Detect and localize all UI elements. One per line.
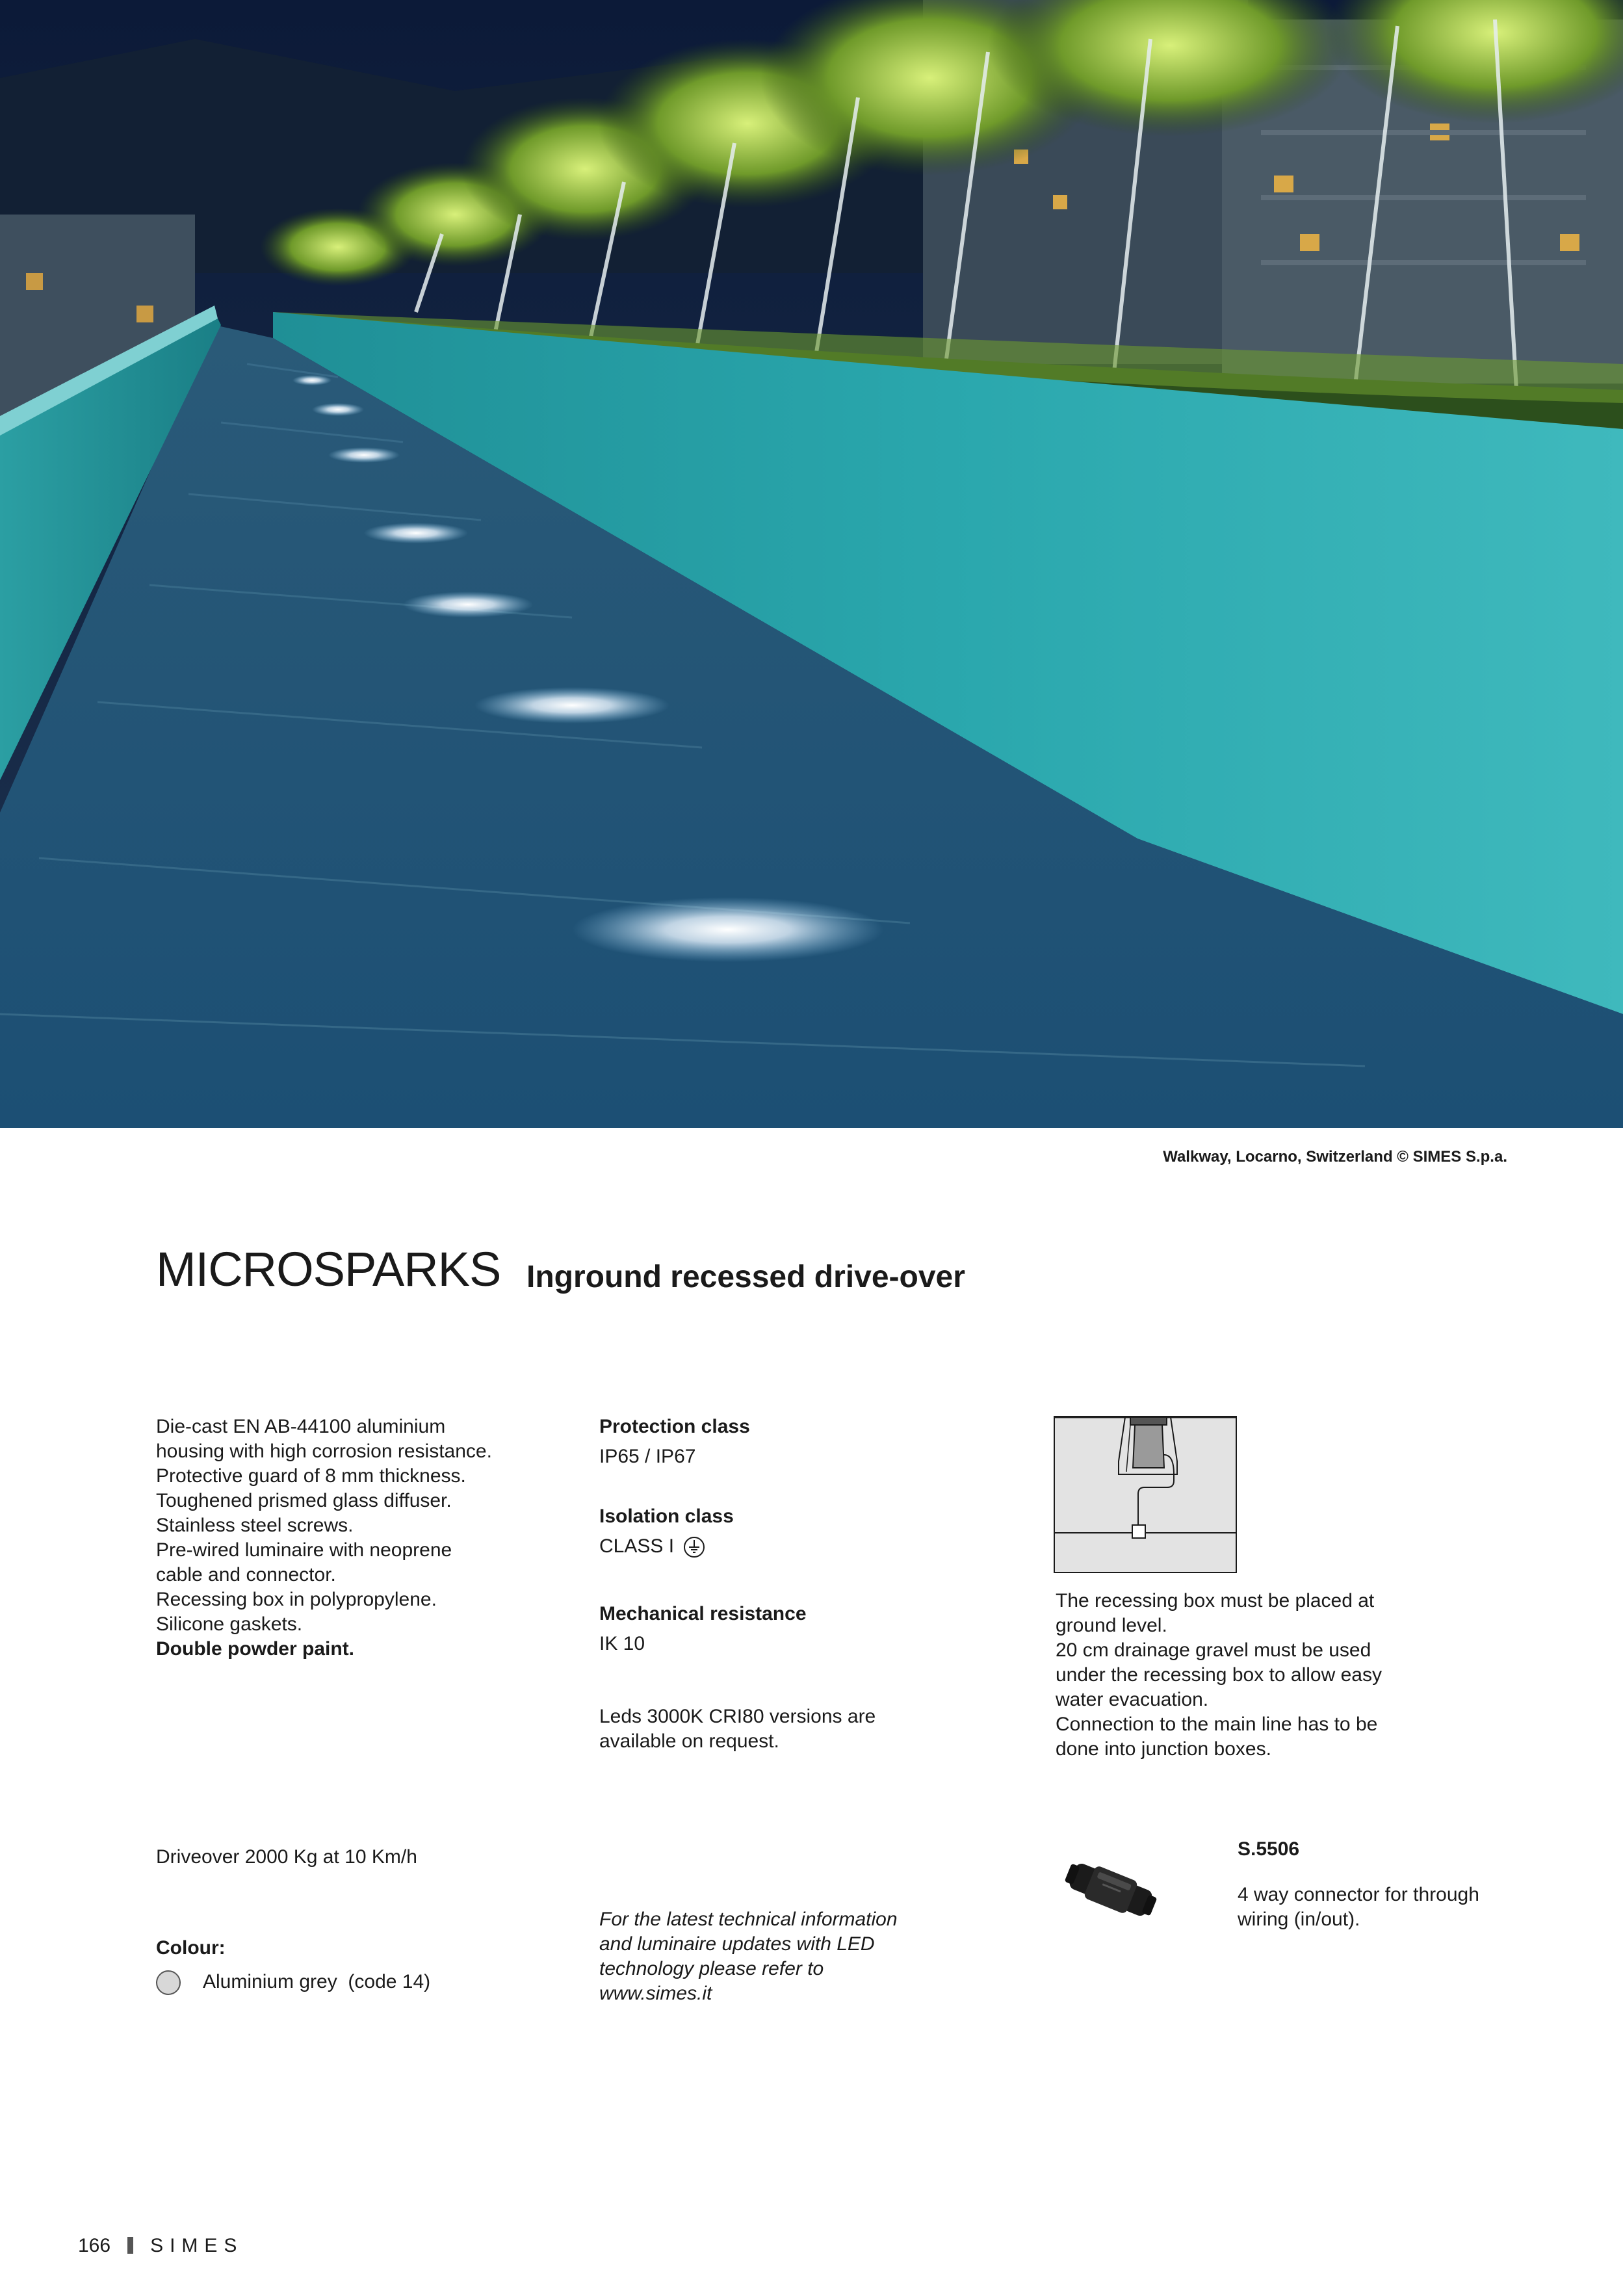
page-number: 166 — [78, 2235, 111, 2256]
accessory-code: S.5506 — [1238, 1838, 1300, 1860]
description-line: Silicone gaskets. — [156, 1613, 303, 1635]
installation-notes — [1056, 1589, 1382, 1762]
footer-separator — [127, 2237, 133, 2254]
installation-line: done into junction boxes. — [1056, 1738, 1271, 1760]
led-note-line: available on request. — [599, 1730, 779, 1752]
isolation-class-block — [599, 1504, 734, 1559]
description-line: housing with high corrosion resistance. — [156, 1441, 492, 1462]
accessory-line: wiring (in/out). — [1238, 1909, 1360, 1930]
mechanical-resistance-block — [599, 1602, 807, 1656]
description-bold-line: Double powder paint. — [156, 1638, 354, 1660]
info-note-line: www.simes.it — [599, 1983, 712, 2004]
installation-line: 20 cm drainage gravel must be used — [1056, 1639, 1371, 1661]
protection-class-value: IP65 / IP67 — [599, 1446, 696, 1467]
description-line: Recessing box in polypropylene. — [156, 1589, 437, 1610]
description-line: Toughened prismed glass diffuser. — [156, 1490, 452, 1511]
colour-block — [156, 1936, 430, 1995]
info-note-line: For the latest technical information — [599, 1909, 898, 1930]
connector-icon — [1062, 1854, 1160, 1925]
walkway-night-photo — [0, 0, 1623, 1128]
description-line: Stainless steel screws. — [156, 1515, 354, 1536]
colour-label: Colour: — [156, 1937, 226, 1959]
isolation-class-value: CLASS I — [599, 1535, 675, 1557]
installation-line: Connection to the main line has to be — [1056, 1714, 1378, 1735]
led-note-line: Leds 3000K CRI80 versions are — [599, 1706, 876, 1727]
protection-class-block — [599, 1415, 750, 1469]
installation-line: The recessing box must be placed at — [1056, 1590, 1375, 1611]
product-title: MICROSPARKS — [156, 1242, 501, 1296]
info-note-line: and luminaire updates with LED — [599, 1933, 875, 1955]
colour-code: (code 14) — [348, 1971, 431, 1992]
mechanical-resistance-value: IK 10 — [599, 1633, 645, 1654]
technical-info-note — [599, 1907, 898, 2006]
product-description — [156, 1415, 492, 1662]
accessory-description — [1238, 1883, 1479, 1932]
earth-ground-icon — [683, 1536, 705, 1558]
mechanical-resistance-label: Mechanical resistance — [599, 1603, 807, 1624]
page-footer — [78, 2235, 243, 2257]
description-line: Die-cast EN AB-44100 aluminium — [156, 1416, 446, 1437]
colour-swatch — [156, 1970, 181, 1995]
isolation-class-row — [599, 1534, 734, 1559]
info-note-line: technology please refer to — [599, 1958, 824, 1979]
colour-option — [156, 1970, 430, 1995]
connector-image — [1062, 1854, 1160, 1929]
colour-name: Aluminium grey — [203, 1971, 337, 1992]
accessory-line: 4 way connector for through — [1238, 1884, 1479, 1905]
footer-brand: SIMES — [150, 2235, 244, 2256]
protection-class-label: Protection class — [599, 1416, 750, 1437]
description-line: Pre-wired luminaire with neoprene — [156, 1539, 452, 1561]
product-subtitle: Inground recessed drive-over — [526, 1260, 965, 1294]
description-line: Protective guard of 8 mm thickness. — [156, 1465, 466, 1487]
led-note — [599, 1704, 876, 1754]
installation-diagram — [1054, 1416, 1237, 1576]
hero-photo — [0, 0, 1623, 1128]
description-line: cable and connector. — [156, 1564, 336, 1585]
isolation-class-label: Isolation class — [599, 1506, 734, 1527]
photo-caption: Walkway, Locarno, Switzerland © SIMES S.p.a. — [1163, 1148, 1507, 1166]
installation-line: water evacuation. — [1056, 1689, 1209, 1710]
accessory-info — [1238, 1837, 1479, 1932]
driveover-rating: Driveover 2000 Kg at 10 Km/h — [156, 1846, 417, 1868]
recessing-box-diagram — [1054, 1416, 1237, 1573]
installation-line: under the recessing box to allow easy — [1056, 1664, 1382, 1686]
installation-line: ground level. — [1056, 1615, 1167, 1636]
